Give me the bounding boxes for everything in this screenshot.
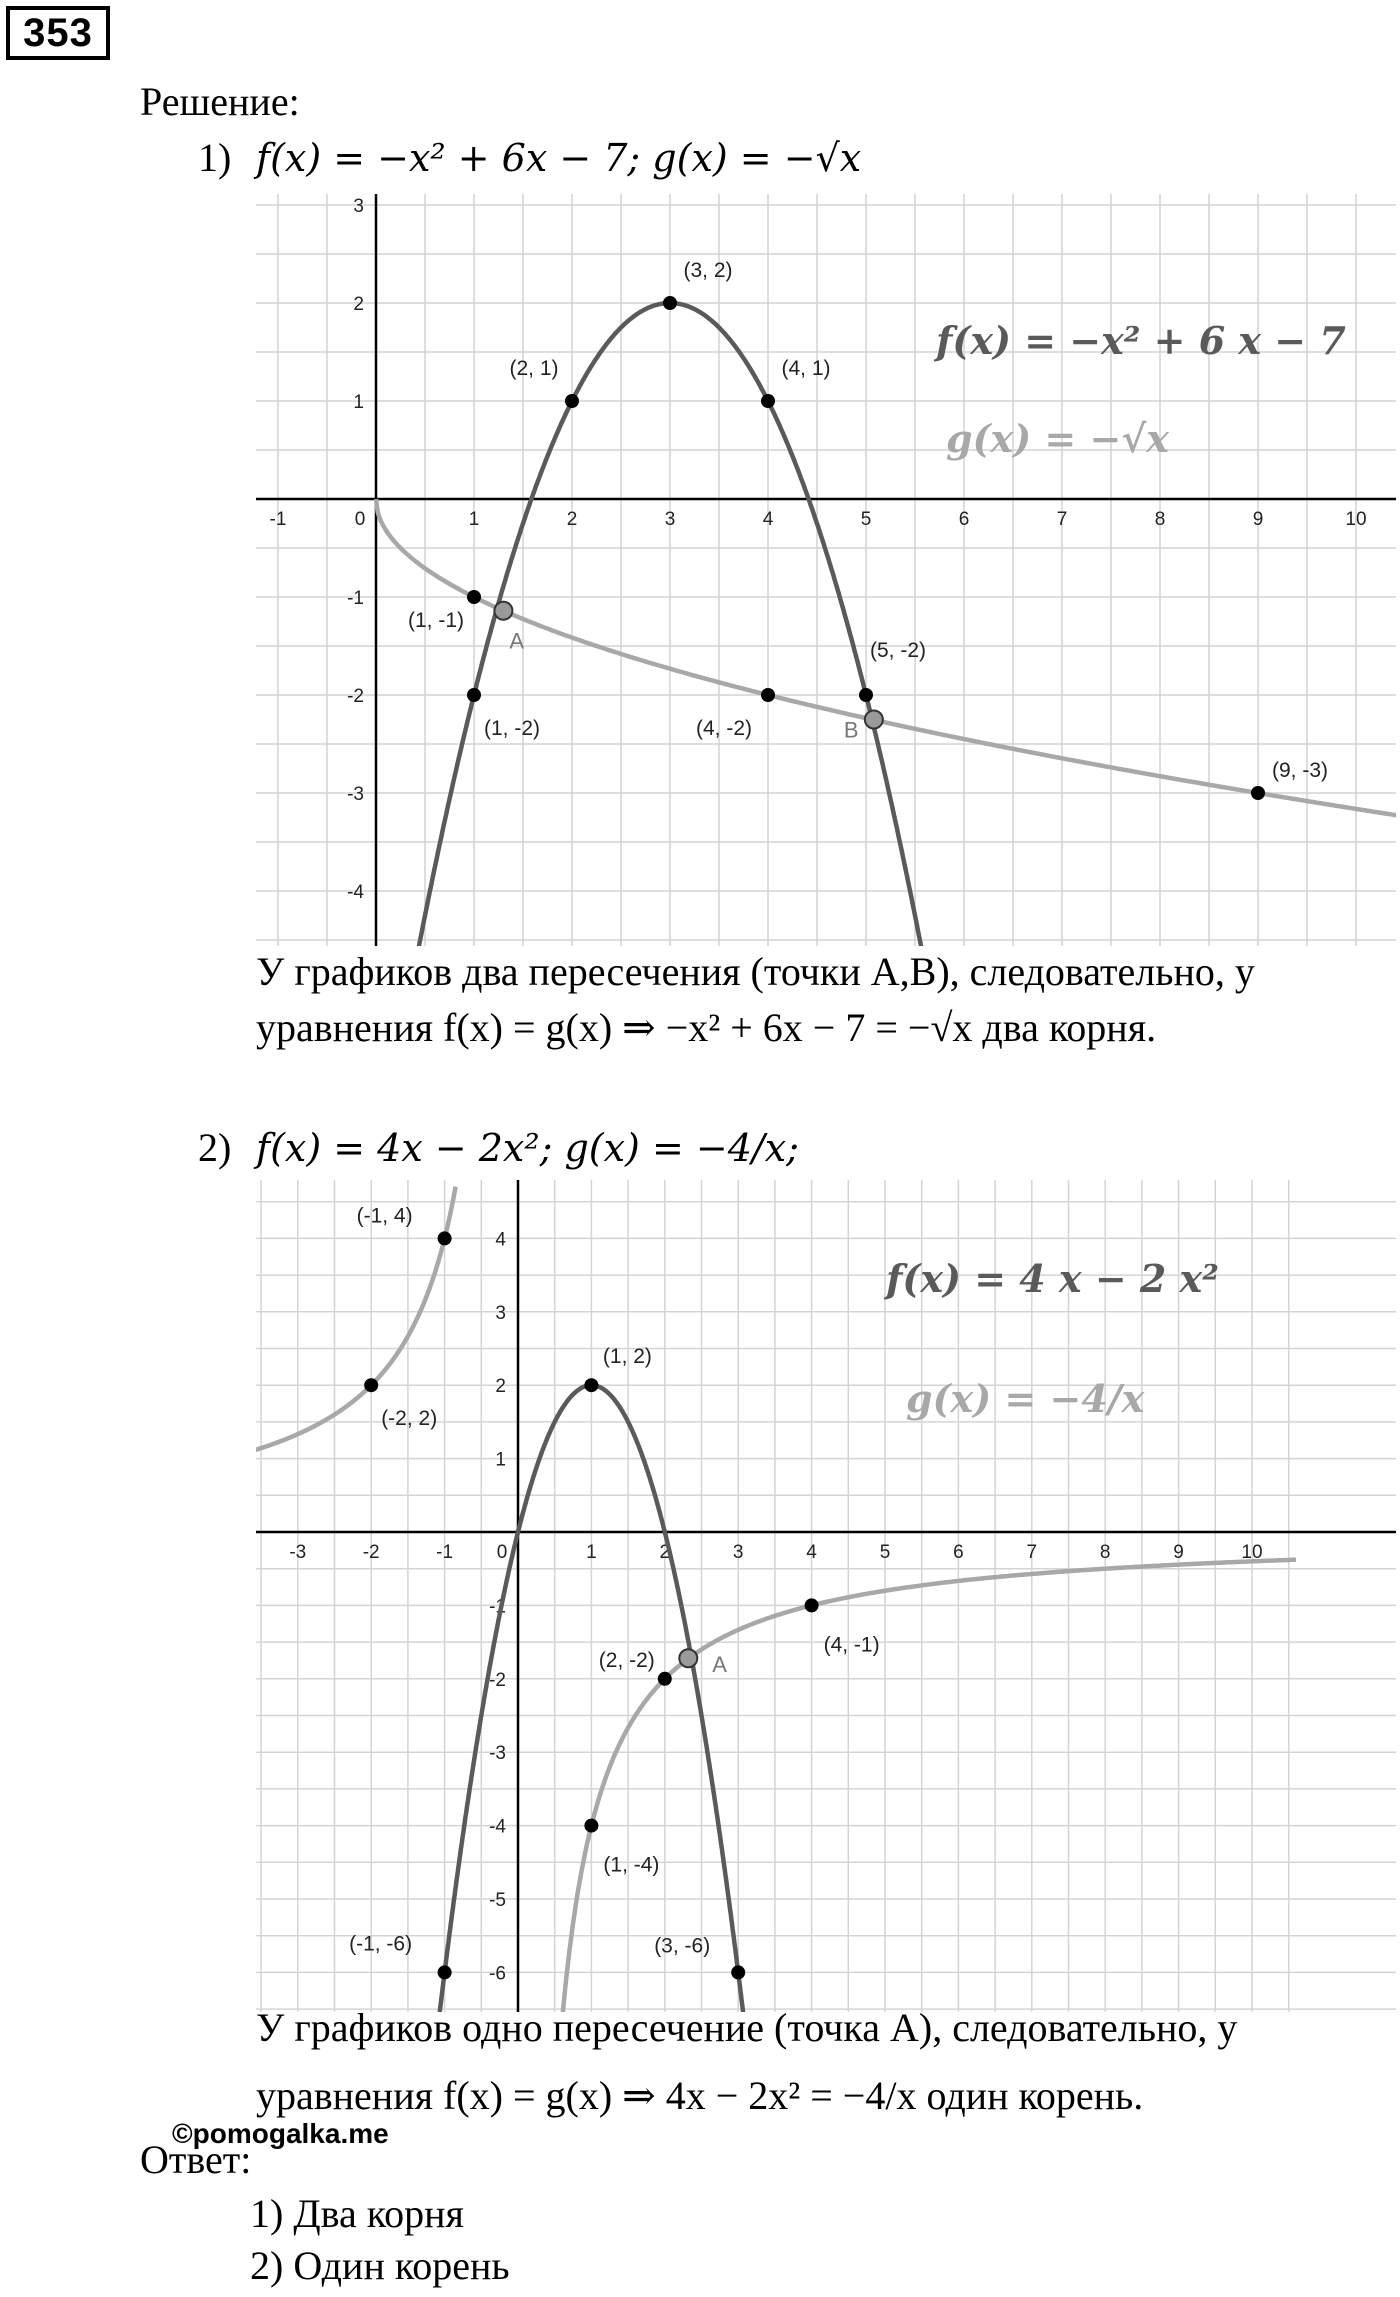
- point-label: (2, 1): [509, 357, 559, 380]
- y-tick-label: 3: [495, 1302, 506, 1324]
- data-point: [438, 1965, 452, 1979]
- answer-2: 2) Один корень: [250, 2243, 510, 2288]
- x-tick-label: -1: [436, 1542, 454, 1563]
- point-label: (1, 2): [602, 1345, 652, 1369]
- x-tick-label: -2: [362, 1542, 380, 1563]
- data-point: [731, 1965, 745, 1979]
- x-tick-label: 0: [354, 509, 366, 530]
- legend-f: f(x) = −x² + 6 x − 7: [936, 318, 1346, 363]
- point-label: (2, -2): [598, 1648, 655, 1672]
- point-label: (1, -2): [483, 717, 541, 740]
- y-tick-label: 4: [495, 1229, 506, 1251]
- point-label: (5, -2): [869, 639, 927, 662]
- y-tick-label: 1: [353, 392, 364, 413]
- x-tick-label: -1: [269, 509, 287, 530]
- x-tick-label: 4: [806, 1542, 817, 1563]
- point-label: (3, -6): [654, 1934, 711, 1958]
- legend-f: f(x) = 4 x − 2 x²: [886, 1256, 1219, 1301]
- point-label: (-2, 2): [381, 1407, 438, 1431]
- answer-label: Ответ:: [140, 2137, 252, 2182]
- x-tick-label: 1: [586, 1542, 597, 1563]
- part1-conclusion-line2: уравнения f(x) = g(x) ⇒ −x² + 6x − 7 = −√x два корня.: [256, 1005, 1157, 1050]
- x-tick-label: 2: [659, 1542, 671, 1563]
- x-tick-label: 9: [1252, 509, 1264, 530]
- data-point: [859, 688, 873, 702]
- data-point: [761, 394, 775, 408]
- intersection-label: B: [843, 717, 859, 743]
- point-label: (1, -1): [407, 609, 465, 632]
- point-label: (-1, 4): [356, 1204, 413, 1228]
- data-point: [467, 688, 481, 702]
- x-tick-label: 8: [1099, 1542, 1111, 1563]
- intersection-label: A: [509, 628, 525, 654]
- data-point: [663, 296, 677, 310]
- watermark: ©pomogalka.me: [172, 2118, 389, 2149]
- data-point: [438, 1231, 452, 1245]
- intersection-point: [865, 711, 883, 729]
- x-tick-label: 10: [1345, 509, 1367, 530]
- part2-formula: f(x) = 4x − 2x²; g(x) = −4/x;: [256, 1126, 799, 1170]
- x-tick-label: 7: [1026, 1542, 1038, 1563]
- data-point: [584, 1819, 598, 1833]
- x-tick-label: -3: [289, 1542, 307, 1563]
- x-tick-label: 9: [1173, 1542, 1184, 1563]
- graph-1: [256, 194, 1396, 946]
- legend-g: g(x) = −√x: [946, 416, 1169, 461]
- y-tick-label: 3: [353, 196, 364, 217]
- data-point: [467, 590, 481, 604]
- x-tick-label: 6: [958, 509, 970, 530]
- part1-label: 1): [198, 135, 232, 180]
- intersection-point: [494, 602, 512, 620]
- y-tick-label: 2: [495, 1376, 506, 1398]
- y-tick-label: -5: [489, 1890, 506, 1911]
- solution-label: Решение:: [140, 79, 300, 124]
- legend-g: g(x) = −4/x: [906, 1376, 1145, 1421]
- point-label: (3, 2): [683, 259, 733, 282]
- data-point: [658, 1672, 672, 1686]
- y-tick-label: -2: [489, 1669, 506, 1691]
- point-label: (4, -2): [695, 717, 753, 740]
- data-point: [805, 1598, 819, 1612]
- y-tick-label: -4: [489, 1816, 506, 1838]
- x-tick-label: 5: [879, 1542, 891, 1563]
- y-tick-label: -2: [347, 686, 364, 707]
- point-label: (1, -4): [603, 1853, 660, 1877]
- x-tick-label: 8: [1154, 509, 1166, 530]
- y-tick-label: -6: [489, 1963, 506, 1985]
- part2-conclusion-line2: уравнения f(x) = g(x) ⇒ 4x − 2x² = −4/x один корень.: [256, 2073, 1144, 2118]
- part1-conclusion-line1: У графиков два пересечения (точки A,B), следовательно, у: [256, 949, 1255, 994]
- x-tick-label: 10: [1241, 1542, 1263, 1563]
- part2-conclusion-line1: У графиков одно пересечение (точка A), следовательно, у: [256, 2005, 1238, 2050]
- y-tick-label: -3: [489, 1743, 506, 1765]
- y-tick-label: -1: [347, 588, 364, 609]
- point-label: (4, 1): [781, 357, 831, 380]
- y-tick-label: 2: [353, 294, 364, 315]
- data-point: [565, 394, 579, 408]
- data-point: [1251, 786, 1265, 800]
- problem-number: 353: [6, 6, 110, 60]
- y-tick-label: 1: [495, 1449, 506, 1471]
- y-tick-label: -4: [347, 882, 364, 903]
- x-tick-label: 4: [762, 509, 774, 530]
- part1-formula: f(x) = −x² + 6x − 7; g(x) = −√x: [256, 136, 862, 180]
- x-tick-label: 7: [1056, 509, 1068, 530]
- x-tick-label: 3: [664, 509, 676, 530]
- point-label: (-1, -6): [349, 1932, 413, 1956]
- y-tick-label: -3: [347, 784, 364, 805]
- y-tick-label: -1: [489, 1596, 506, 1618]
- x-tick-label: 6: [953, 1542, 964, 1563]
- data-point: [364, 1378, 378, 1392]
- point-label: (4, -1): [823, 1633, 880, 1657]
- point-label: (9, -3): [1271, 759, 1329, 782]
- graph-2: [256, 1180, 1396, 2012]
- intersection-point: [679, 1649, 697, 1667]
- x-tick-label: 0: [496, 1542, 508, 1563]
- x-tick-label: 5: [860, 509, 872, 530]
- answer-1: 1) Два корня: [250, 2191, 464, 2236]
- data-point: [761, 688, 775, 702]
- x-tick-label: 1: [468, 509, 480, 530]
- x-tick-label: 2: [566, 509, 578, 530]
- intersection-label: A: [712, 1652, 727, 1678]
- data-point: [584, 1378, 598, 1392]
- part2-label: 2): [198, 1125, 232, 1170]
- x-tick-label: 3: [732, 1542, 744, 1563]
